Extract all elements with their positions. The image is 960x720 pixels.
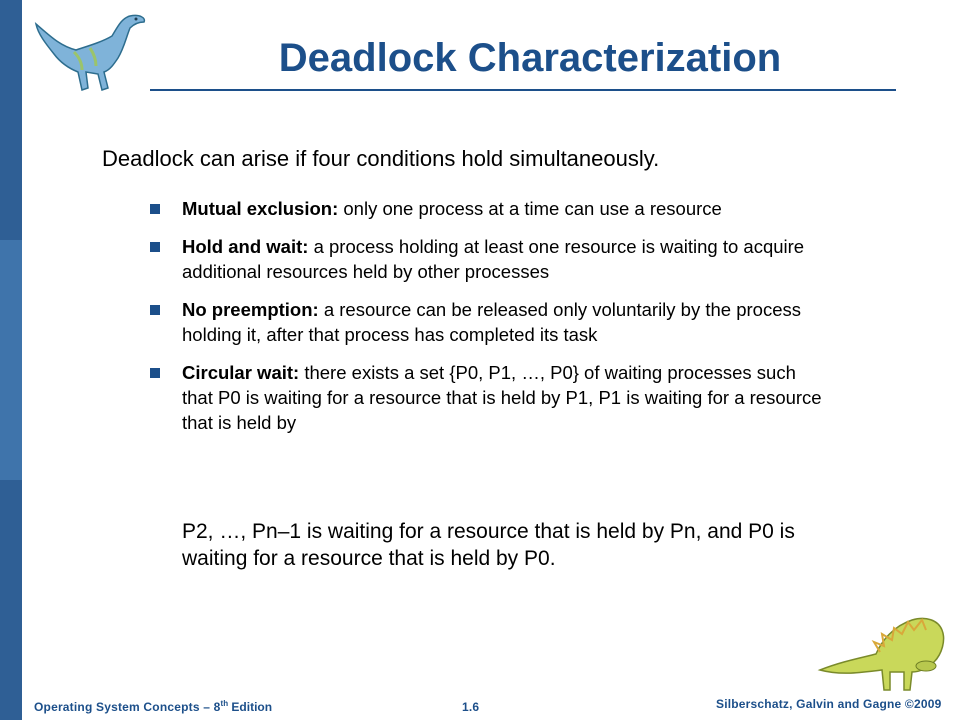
condition-text: a resource can be released only voluntarily by the process holding it, after that process has completed its task bbox=[182, 299, 801, 345]
left-sidebar-bar bbox=[0, 0, 22, 720]
dinosaur-top-icon bbox=[30, 6, 150, 98]
title-underline bbox=[150, 89, 896, 91]
intro-text: Deadlock can arise if four conditions hold simultaneously. bbox=[102, 146, 660, 171]
dinosaur-bottom-icon bbox=[810, 600, 950, 696]
condition-term: No preemption: bbox=[182, 299, 319, 320]
list-item bbox=[148, 360, 828, 435]
footer-book-title-main: Operating System Concepts – 8 bbox=[34, 700, 221, 714]
footer-book-title-tail: Edition bbox=[228, 700, 273, 714]
condition-text: a process holding at least one resource is waiting to acquire additional resources held by other processes bbox=[182, 236, 805, 282]
condition-term: Hold and wait: bbox=[182, 236, 309, 257]
condition-term: Mutual exclusion: bbox=[182, 198, 339, 219]
footer-book-title-sup: th bbox=[220, 699, 229, 708]
circular-wait-continuation: P2, …, Pn–1 is waiting for a resource that is held by Pn, and P0 is waiting for a resource that is held by P0. bbox=[182, 520, 795, 570]
page-title: Deadlock Characterization bbox=[278, 36, 782, 80]
sidebar-accent bbox=[0, 240, 22, 480]
footer-book-title bbox=[34, 700, 272, 714]
list-item bbox=[148, 196, 828, 221]
bullet-square-icon bbox=[150, 368, 160, 378]
bullet-square-icon bbox=[150, 204, 160, 214]
bullet-square-icon bbox=[150, 305, 160, 315]
bullet-square-icon bbox=[150, 242, 160, 252]
list-item bbox=[148, 234, 828, 284]
page-number: 1.6 bbox=[462, 700, 480, 714]
condition-text: only one process at a time can use a resource bbox=[343, 198, 722, 219]
condition-text: there exists a set {P0, P1, …, P0} of waiting processes such that P0 is waiting for a resource that is held by P1, P1 is waiting for a resource that is held by bbox=[182, 362, 822, 433]
condition-term: Circular wait: bbox=[182, 362, 300, 383]
list-item bbox=[148, 297, 828, 347]
conditions-list bbox=[148, 196, 828, 448]
footer-authors: Silberschatz, Galvin and Gagne ©2009 bbox=[716, 697, 942, 711]
